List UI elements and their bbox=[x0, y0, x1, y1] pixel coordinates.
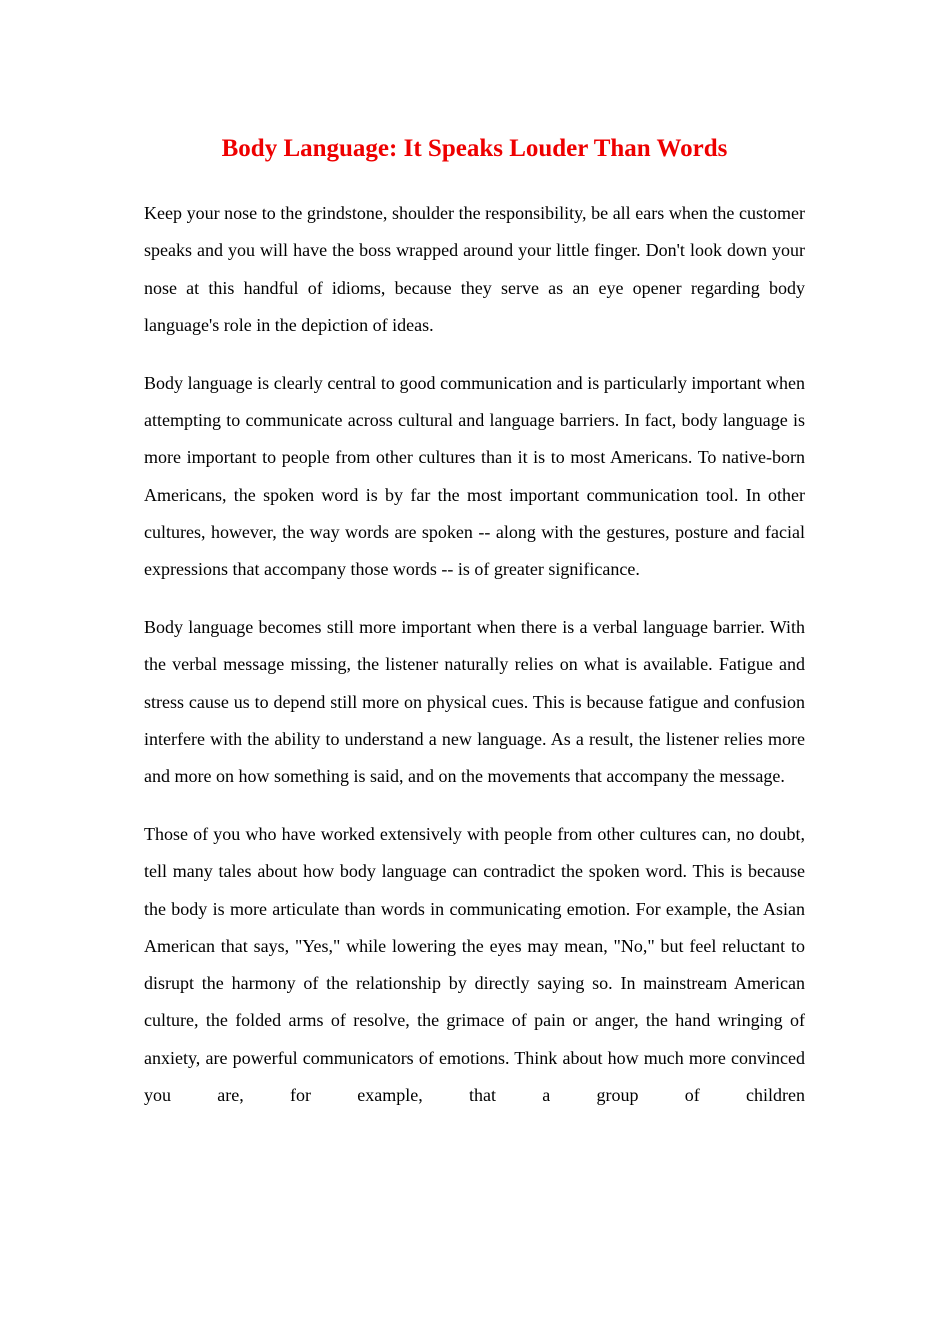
paragraph-idioms-intro: Keep your nose to the grindstone, shoulder the responsibility, be all ears when the customer speaks and you will have the boss wrapped around your little finger. Don't look down your nose at this handful of idioms, because they serve as an eye opener regarding body language's role in the depiction of ideas. bbox=[144, 203, 805, 335]
paragraph-contradict-spoken-word: Those of you who have worked extensively with people from other cultures can, no doubt, tell many tales about how body language can contradict the spoken word. This is because the body is more articulate than words in communicating emotion. For example, the Asian American that says, "Yes," while lowering the eyes may mean, "No," but feel reluctant to disrupt the harmony of the relationship by directly saying so. In mainstream American culture, the folded arms of resolve, the grimace of pain or anger, the hand wringing of anxiety, are powerful communicators of emotions. Think about how much more convinced you are, for example, that a group of children bbox=[144, 823, 805, 1106]
document-title: Body Language: It Speaks Louder Than Words bbox=[221, 135, 728, 162]
paragraph-cultural-importance: Body language is clearly central to good communication and is particularly important when attempting to communicate across cultural and language barriers. In fact, body language is more important to people from other cultures than it is to most Americans. To native-born Americans, the spoken word is by far the most important communication tool. In other cultures, however, the way words are spoken -- along with the gestures, posture and facial expressions that accompany those words -- is of greater significance. bbox=[144, 372, 805, 580]
document-page bbox=[144, 131, 805, 1114]
paragraph-language-barrier: Body language becomes still more important when there is a verbal language barrier. With the verbal message missing, the listener naturally relies on what is available. Fatigue and stress cause us to depend still more on physical cues. This is because fatigue and confusion interfere with the ability to understand a new language. As a result, the listener relies more and more on how something is said, and on the movements that accompany the message. bbox=[144, 616, 805, 787]
